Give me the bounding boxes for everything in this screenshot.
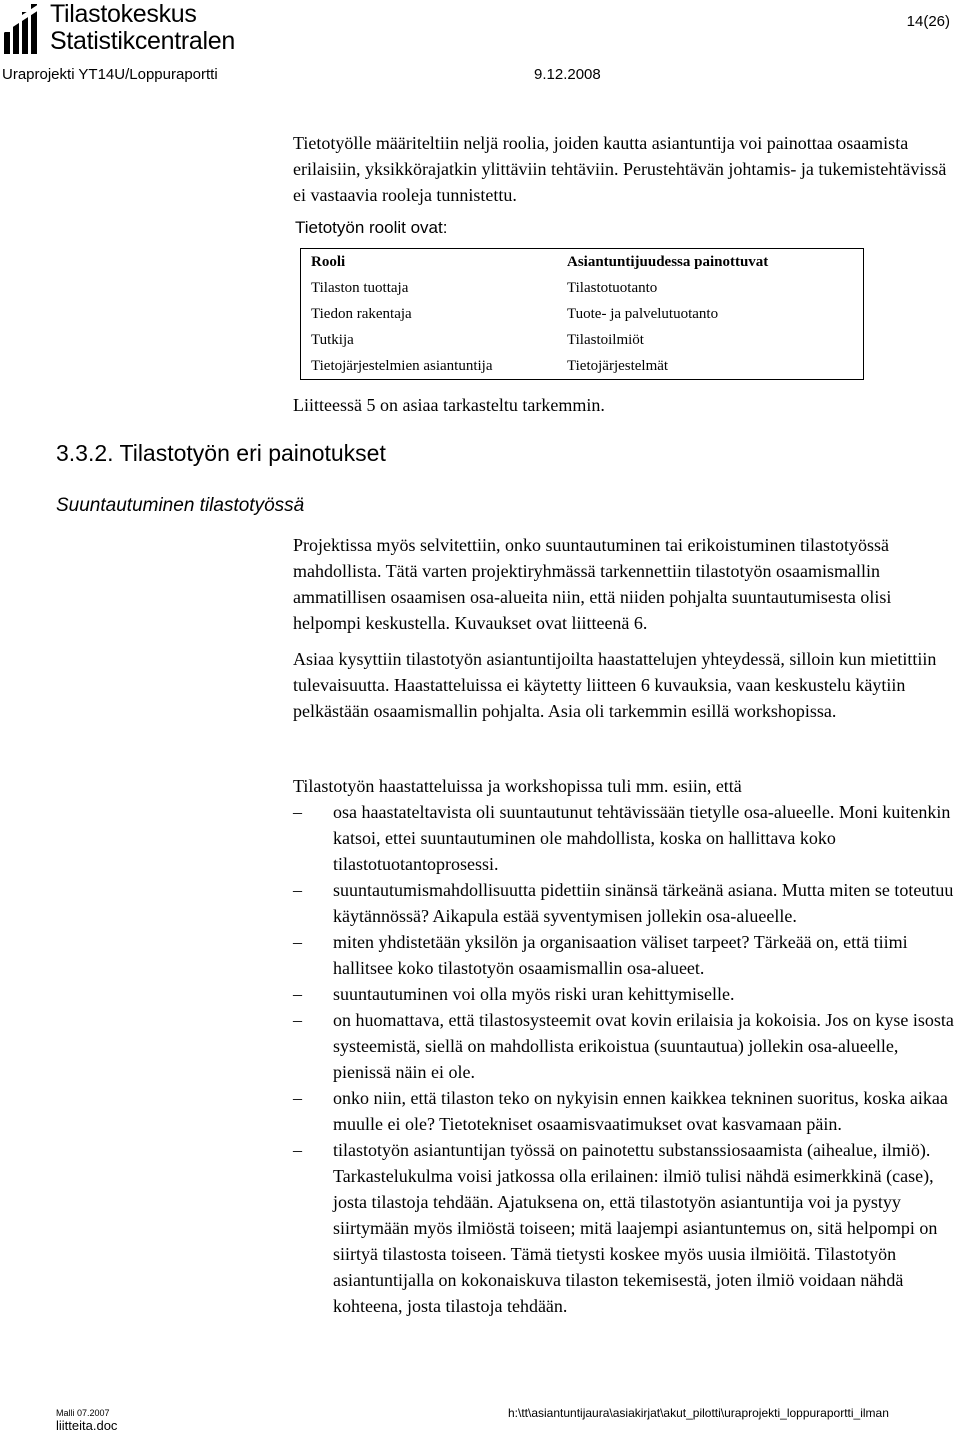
- section-heading: 3.3.2. Tilastotyön eri painotukset: [56, 440, 386, 466]
- table-cell: Tutkija: [311, 331, 354, 348]
- tilastokeskus-logo: [2, 2, 252, 56]
- table-note: Liitteessä 5 on asiaa tarkasteltu tarkemmin.: [293, 395, 605, 415]
- list-item: [293, 799, 960, 877]
- table-cell: Tietojärjestelmät: [567, 357, 669, 374]
- list-item: [293, 1007, 960, 1085]
- list-item-text: on huomattava, että tilastosysteemit ovat kovin erilaisia ja kokoisia. Jos on kyse isosta systeemistä, siellä on mahdollista erikoistua (suuntautua) jollekin osa-alueelle, pienissä näin ei ole.: [333, 1010, 954, 1082]
- paragraph-text: Projektissa myös selvitettiin, onko suuntautuminen tai erikoistuminen tilastotyössä mahdollista. Tätä varten projektiryhmässä tarkennettiin tilastotyön osaamismallin ammatillisen osaamisen osa-alueita niin, että niiden pohjalta suuntautumisesta olisi helpompi keskustella. Kuvaukset ovat liitteenä 6.: [293, 535, 892, 633]
- table-cell: Tilaston tuottaja: [311, 279, 409, 296]
- list-item-text: osa haastateltavista oli suuntautunut tehtävissään tietylle osa-alueelle. Moni kuitenkin katsoi, ettei suuntautuminen ole mahdollista, koska on hallittava koko tilastotuotantoprosessi.: [333, 802, 951, 874]
- intro-paragraph: [293, 130, 953, 208]
- footer-template-label: Malli 07.2007: [56, 1408, 110, 1418]
- footer-file-path: h:\tt\asiantuntijaura\asiakirjat\akut_pilotti\uraprojekti_loppuraportti_ilman: [508, 1406, 889, 1420]
- list-item: [293, 877, 960, 929]
- section-subheading: Suuntautuminen tilastotyössä: [56, 495, 305, 516]
- dash-bullet-icon: –: [293, 984, 302, 1004]
- list-item-text: tilastotyön asiantuntijan työssä on painotettu substanssiosaamista (aihealue, ilmiö). Tarkastelukulma voisi jatkossa olla erilainen: ilmiö tulisi nähdä esimerkkinä (case), josta tilastoja tehdään. Ajatuksena on, että tilastotyön asiantuntija voi ja pystyy siirtymään myös ilmiöstä toiseen; mitä laajempi asiantuntemus on, sitä helpompi on siirtyä tilastosta toiseen. Tämä tietysti koskee myös uusia ilmiöitä. Tilastotyön asiantuntijalla on kokonaiskuva tilaston tekemisestä, joten ilmiö voidaan nähdä kohteena, josta tilastoja tehdään.: [333, 1140, 938, 1316]
- table-cell: Tuote- ja palvelutuotanto: [567, 305, 719, 322]
- logo-line-2: Statistikcentralen: [50, 27, 235, 55]
- list-item: [293, 929, 960, 981]
- page-number: 14(26): [906, 13, 950, 30]
- findings-list: [293, 799, 960, 1319]
- roles-table: [300, 248, 864, 380]
- body-paragraph: [293, 532, 953, 636]
- footer-file-name: liitteita.doc: [56, 1418, 118, 1433]
- dash-bullet-icon: –: [293, 932, 302, 952]
- document-date: 9.12.2008: [534, 66, 601, 83]
- table-row: [301, 275, 864, 301]
- document-title: Uraprojekti YT14U/Loppuraportti: [2, 66, 218, 83]
- dash-bullet-icon: –: [293, 1010, 302, 1030]
- table-row: [301, 353, 864, 380]
- list-item: [293, 981, 960, 1007]
- dash-bullet-icon: –: [293, 1140, 302, 1160]
- list-item-text: miten yhdistetään yksilön ja organisaation väliset tarpeet? Tärkeää on, että tiimi hallitsee koko tilastotyön osaamismallin osa-alueet.: [333, 932, 908, 978]
- table-cell: Tiedon rakentaja: [311, 305, 412, 322]
- dash-bullet-icon: –: [293, 802, 302, 822]
- bullets-intro: Tilastotyön haastatteluissa ja workshopissa tuli mm. esiin, että: [293, 776, 742, 796]
- table-cell: Tietojärjestelmien asiantuntija: [311, 357, 493, 374]
- table-header-cell: Asiantuntijuudessa painottuvat: [567, 253, 769, 270]
- table-intro: Tietotyön roolit ovat:: [295, 218, 448, 237]
- paragraph-text: Asiaa kysyttiin tilastotyön asiantuntijoilta haastattelujen yhteydessä, silloin kun mietittiin tulevaisuutta. Haastatteluissa ei käytetty liitteen 6 kuvauksia, vaan keskustelu käytiin pelkästään osaamismallin pohjalta. Asia oli tarkemmin esillä workshopissa.: [293, 649, 937, 721]
- table-header-cell: Rooli: [311, 253, 346, 270]
- list-item: [293, 1137, 960, 1319]
- dash-bullet-icon: –: [293, 1088, 302, 1108]
- list-item-text: suuntautuminen voi olla myös riski uran kehittymiselle.: [333, 984, 735, 1004]
- table-cell: Tilastotuotanto: [567, 279, 658, 296]
- table-cell: Tilastoilmiöt: [567, 331, 644, 348]
- intro-text: Tietotyölle määriteltiin neljä roolia, joiden kautta asiantuntija voi painottaa osaamista erilaisiin, yksikkörajatkin ylittäviin tehtäviin. Perustehtävän johtamis- ja tukemistehtävissä ei vastaavia rooleja tunnistettu.: [293, 133, 947, 205]
- list-item-text: suuntautumismahdollisuutta pidettiin sinänsä tärkeänä asiana. Mutta miten se toteutuu käytännössä? Aikapula estää syventymisen jollekin osa-alueelle.: [333, 880, 954, 926]
- table-row: [301, 301, 864, 327]
- list-item-text: onko niin, että tilaston teko on nykyisin ennen kaikkea tekninen suoritus, koska aikaa muulle ei ole? Tietotekniset osaamisvaatimukset ovat kasvamaan päin.: [333, 1088, 948, 1134]
- body-paragraph: [293, 646, 953, 724]
- table-header-row: [301, 249, 864, 276]
- dash-bullet-icon: –: [293, 880, 302, 900]
- logo-mark-icon: [2, 2, 46, 54]
- list-item: [293, 1085, 960, 1137]
- table-row: [301, 327, 864, 353]
- logo-line-1: Tilastokeskus: [50, 0, 197, 28]
